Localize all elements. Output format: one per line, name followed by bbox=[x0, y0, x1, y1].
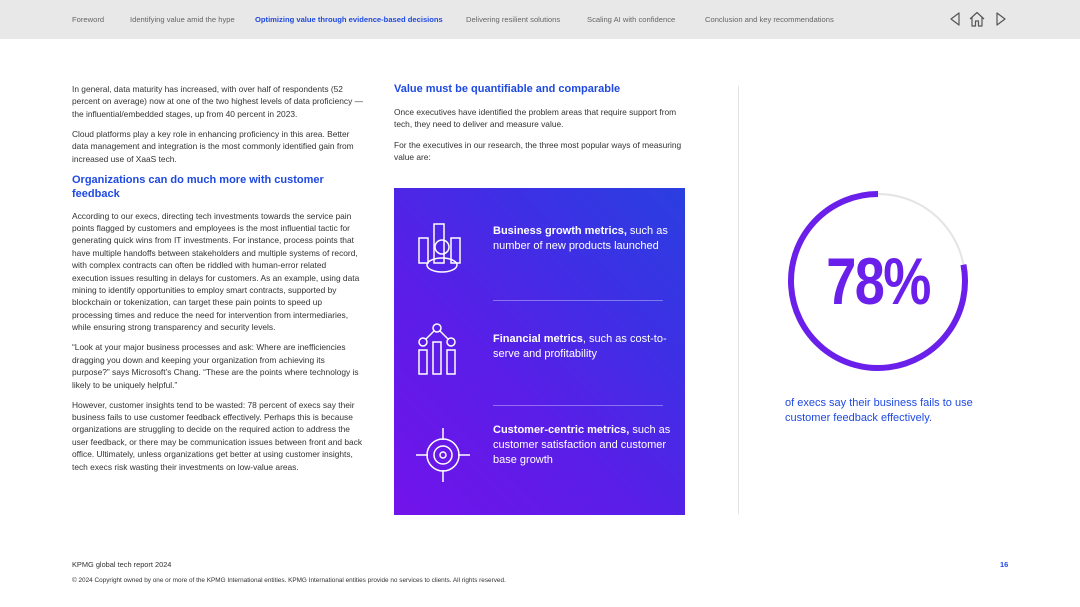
metric-customer-centric-text bbox=[493, 423, 673, 468]
business-growth-icon bbox=[414, 219, 472, 277]
metric-customer-centric bbox=[394, 424, 685, 494]
column-divider bbox=[738, 86, 739, 514]
metric-business-growth bbox=[394, 216, 685, 286]
paragraph-cloud-platforms: Cloud platforms play a key role in enhancing proficiency in this area. Better data management and integration is the most commonly identified gain from increased use of XaaS tech. bbox=[72, 128, 354, 164]
paragraph-tech-investments: According to our execs, directing tech investments towards the service pain points flagged by customers and employees is the most influential tactic for generating quick wins from IT investments. For instance, process points that have multiple handoffs between stakeholders and multiple systems of record, with complex contracts can often be riddled with human-error related execution issues resulting in delays for customers. As an example, using data mining to identify opportunities to employ smart contracts, supported by blockchain or tokenization, can target these pain points to speed up processing times and reduce the need for intervention from intermediaries, while ensuring strong transparency and security levels. bbox=[72, 210, 360, 333]
stat-value: 78% bbox=[826, 244, 930, 318]
nav-item-identifying-value[interactable]: Identifying value amid the hype bbox=[130, 15, 235, 24]
heading-customer-feedback: Organizations can do much more with customer feedback bbox=[72, 173, 324, 200]
metric-divider bbox=[493, 300, 663, 301]
metric-business-growth-text bbox=[493, 224, 673, 254]
metric-customer-centric-desc: such as customer satisfaction and customer base growth bbox=[493, 424, 671, 466]
nav-item-delivering-resilient[interactable]: Delivering resilient solutions bbox=[466, 15, 561, 24]
metric-business-growth-title: Business growth metrics, bbox=[493, 225, 627, 237]
metric-customer-centric-title: Customer-centric metrics, bbox=[493, 424, 630, 436]
nav-item-scaling-ai[interactable]: Scaling AI with confidence bbox=[587, 15, 676, 24]
left-column bbox=[72, 83, 364, 481]
paragraph-customer-insights: However, customer insights tend to be wasted: 78 percent of execs say their business fails to use customer feedback effectively. Perhaps this is because organizations are struggling to decide on the required action to address the user feedback, or there may be communication issues between front and back office. Ultimately, unless organizations get better at using customer insights, tech execs risk wasting their investments on low-value areas. bbox=[72, 399, 363, 472]
middle-column bbox=[394, 82, 686, 172]
top-navigation bbox=[0, 0, 1080, 39]
metric-financial-text bbox=[493, 332, 673, 362]
stat-caption: of execs say their business fails to use customer feedback effectively. bbox=[785, 397, 973, 424]
metric-business-growth-desc: such as number of new products launched bbox=[493, 225, 668, 252]
nav-item-optimizing-value[interactable]: Optimizing value through evidence-based decisions bbox=[255, 15, 443, 24]
target-icon bbox=[414, 426, 472, 484]
nav-item-foreword[interactable]: Foreword bbox=[72, 15, 105, 24]
metric-financial-desc: , such as cost-to-serve and profitability bbox=[493, 333, 667, 360]
home-icon[interactable] bbox=[968, 10, 986, 28]
footer-copyright: © 2024 Copyright owned by one or more of the KPMG International entities. KPMG International entities provide no services to clients. All rights reserved. bbox=[72, 577, 506, 584]
metrics-panel bbox=[394, 188, 685, 515]
nav-item-conclusion[interactable]: Conclusion and key recommendations bbox=[705, 15, 834, 24]
financial-chart-icon bbox=[414, 319, 472, 377]
metric-divider bbox=[493, 405, 663, 406]
paragraph-deliver-measure: Once executives have identified the problem areas that require support from tech, they need to deliver and measure value. bbox=[394, 107, 677, 130]
footer-report-title: KPMG global tech report 2024 bbox=[72, 560, 172, 569]
paragraph-quote-chang: “Look at your major business processes and ask: Where are inefficiencies dragging you down and keeping your organization from achieving its purpose?” says Microsoft’s Chang. “These are the points where technology is likely to be uniquely helpful.” bbox=[72, 342, 359, 390]
metric-financial bbox=[394, 318, 685, 388]
heading-value-quantifiable: Value must be quantifiable and comparable bbox=[394, 83, 621, 95]
paragraph-data-maturity: In general, data maturity has increased, with over half of respondents (52 percent on average) now at one of the two highest levels of data proficiency — the influential/embedded stages, up from 40 percent in 2023. bbox=[72, 84, 363, 119]
page-number: 16 bbox=[1000, 560, 1009, 569]
metric-financial-title: Financial metrics bbox=[493, 333, 583, 345]
chevron-left-icon[interactable] bbox=[946, 10, 964, 28]
paragraph-popular-ways: For the executives in our research, the three most popular ways of measuring value are: bbox=[394, 139, 682, 163]
chevron-right-icon[interactable] bbox=[992, 10, 1010, 28]
